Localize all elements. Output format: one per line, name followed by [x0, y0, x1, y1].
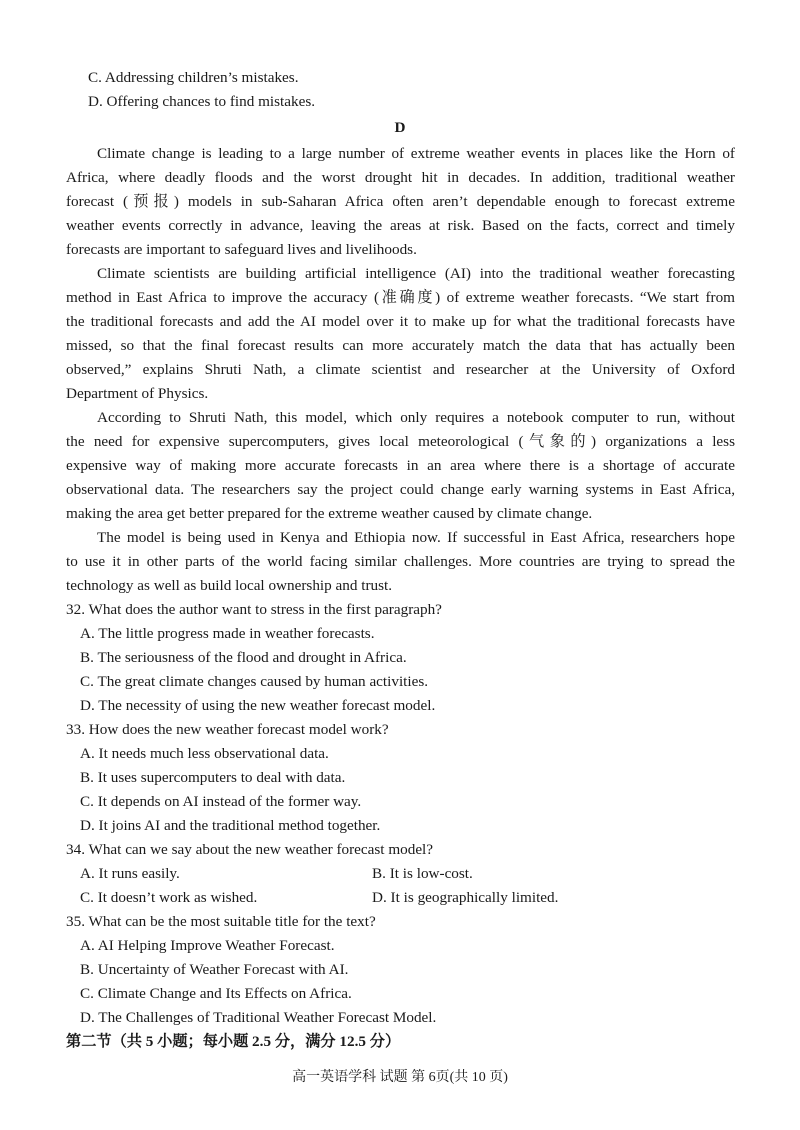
option-a: A. The little progress made in weather forecasts.	[80, 625, 375, 642]
question-stem: 32. What does the author want to stress in the first paragraph?	[66, 601, 442, 618]
paragraph-line: to use it in other parts of the world facing similar challenges. More countries are trying to spread the	[66, 553, 735, 570]
option-d: D. The Challenges of Traditional Weather Forecast Model.	[80, 1009, 437, 1026]
option-b: B. It uses supercomputers to deal with data.	[80, 769, 346, 786]
option-a: A. It needs much less observational data.	[80, 745, 329, 762]
paragraph-line: forecast (预报) models in sub-Saharan Africa often aren’t dependable enough to forecast extreme	[66, 193, 735, 210]
prev-option-c: C. Addressing children’s mistakes.	[88, 69, 299, 86]
paragraph-line: weather events correctly in advance, leaving the areas at risk. Based on the facts, correct and timely	[66, 217, 735, 234]
paragraph-line: technology as well as build local ownership and trust.	[66, 577, 393, 594]
paragraph-line: Africa, where deadly floods and the worst drought hit in decades. In addition, traditional weather	[66, 169, 735, 186]
option-a: A. It runs easily.	[80, 865, 180, 882]
paragraph-line: forecasts are important to safeguard lives and livelihoods.	[66, 241, 417, 258]
paragraph-line: Department of Physics.	[66, 385, 209, 402]
part-two-heading: 第二节（共 5 小题；每小题 2.5 分，满分 12.5 分）	[66, 1033, 401, 1050]
paragraph-line: expensive way of making more accurate forecasts in an area where there is a shortage of accurate	[66, 457, 735, 474]
prev-option-d: D. Offering chances to find mistakes.	[88, 93, 316, 110]
option-b: B. It is low-cost.	[372, 865, 473, 882]
option-b: B. Uncertainty of Weather Forecast with AI.	[80, 961, 349, 978]
paragraph-line: observational data. The researchers say the project could change early warning systems in East Africa,	[66, 481, 735, 498]
option-d: D. The necessity of using the new weather forecast model.	[80, 697, 436, 714]
option-c: C. It depends on AI instead of the former way.	[80, 793, 362, 810]
paragraph-line: making the area get better prepared for the extreme weather caused by climate change.	[66, 505, 593, 522]
option-b: B. The seriousness of the flood and drought in Africa.	[80, 649, 407, 666]
option-c: C. It doesn’t work as wished.	[80, 889, 258, 906]
page-footer: 高一英语学科 试题 第 6页(共 10 页)	[292, 1070, 508, 1085]
option-c: C. Climate Change and Its Effects on Africa.	[80, 985, 352, 1002]
paragraph-line: According to Shruti Nath, this model, which only requires a notebook computer to run, without	[97, 409, 735, 426]
paragraph-line: the need for expensive supercomputers, gives local meteorological (气象的) organizations a less	[66, 433, 735, 450]
paragraph-line: method in East Africa to improve the accuracy (准确度) of extreme weather forecasts. “We start from	[66, 289, 735, 306]
paragraph-line: Climate change is leading to a large number of extreme weather events in places like the Horn of	[97, 145, 735, 162]
option-d: D. It is geographically limited.	[372, 889, 559, 906]
question-stem: 34. What can we say about the new weather forecast model?	[66, 841, 434, 858]
question-stem: 33. How does the new weather forecast model work?	[66, 721, 389, 738]
paragraph-line: Climate scientists are building artificial intelligence (AI) into the traditional weather forecasting	[97, 265, 735, 282]
option-c: C. The great climate changes caused by human activities.	[80, 673, 429, 690]
paragraph-line: The model is being used in Kenya and Ethiopia now. If successful in East Africa, researchers hope	[97, 529, 735, 546]
paragraph-line: observed,” explains Shruti Nath, a climate scientist and researcher at the University of Oxford	[66, 361, 735, 378]
paragraph-line: missed, so that the final forecast results can more accurately match the data that has actually been	[66, 337, 735, 354]
question-stem: 35. What can be the most suitable title for the text?	[66, 913, 376, 930]
option-d: D. It joins AI and the traditional method together.	[80, 817, 381, 834]
paragraph-line: the traditional forecasts and add the AI model over it to make up for what the traditional forecasts have	[66, 313, 735, 330]
passage-heading: D	[394, 119, 406, 136]
option-a: A. AI Helping Improve Weather Forecast.	[80, 937, 335, 954]
